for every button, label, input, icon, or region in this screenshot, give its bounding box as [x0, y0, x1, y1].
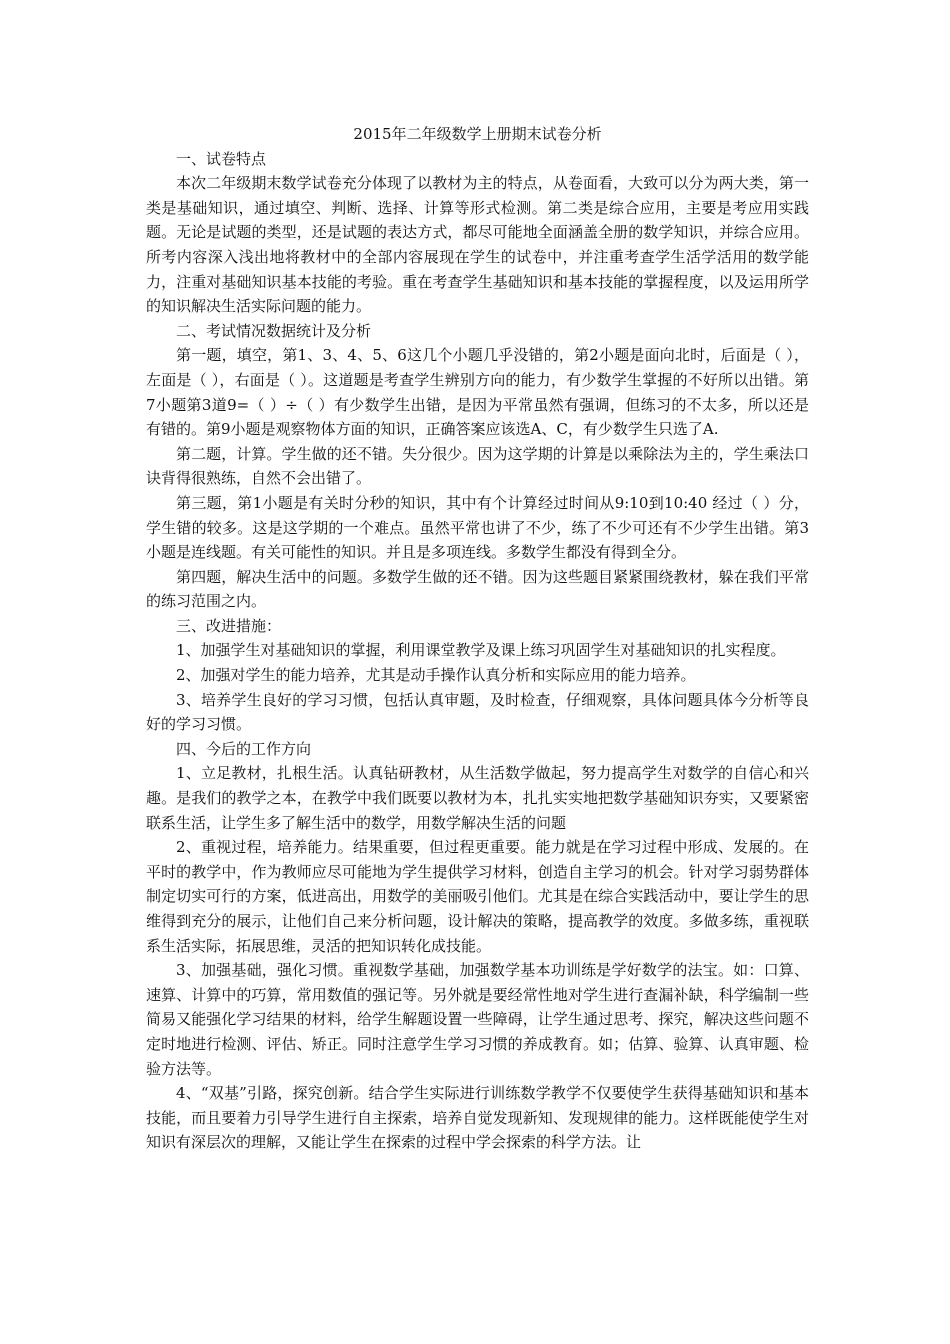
- paragraph: 本次二年级期末数学试卷充分体现了以教材为主的特点，从卷面看，大致可以分为两大类，第一类是基础知识，通过填空、判断、选择、计算等形式检测。第二类是综合应用，主要是考应用实践题。无论是试题的类型，还是试题的表达方式，都尽可能地全面涵盖全册的数学知识，并综合应用。所考内容深入浅出地将教材中的全部内容展现在学生的试卷中，并注重考查学生活学活用的数学能力，注重对基础知识基本技能的考验。重在考查学生基础知识和基本技能的掌握程度，以及运用所学的知识解决生活实际问题的能力。: [146, 174, 809, 316]
- section-heading: 二、考试情况数据统计及分析: [176, 321, 372, 340]
- paragraph: 第二题，计算。学生做的还不错。失分很少。因为这学期的计算是以乘除法为主的，学生乘法口诀背得很熟练，自然不会出错了。: [146, 444, 809, 488]
- paragraph: 3、加强基础，强化习惯。重视数学基础，加强数学基本功训练是学好数学的法宝。如：口算、速算、计算中的巧算，常用数值的强记等。另外就是要经常性地对学生进行查漏补缺，科学编制一些简易又能强化学习结果的材料，给学生解题设置一些障碍，让学生通过思考、探究，解决这些问题不定时地进行检测、评估、矫正。同时注意学生学习习惯的养成教育。如；估算、验算、认真审题、检验方法等。: [146, 961, 809, 1078]
- paragraph: 4、“双基”引路，探究创新。结合学生实际进行训练数学教学不仅要使学生获得基础知识和基本技能，而且要着力引导学生进行自主探索，培养自觉发现新知、发现规律的能力。这样既能使学生对知识有深层次的理解，又能让学生在探索的过程中学会探索的科学方法。让: [146, 1084, 809, 1152]
- section-heading: 四、今后的工作方向: [176, 739, 312, 758]
- paragraph: 第四题，解决生活中的问题。多数学生做的还不错。因为这些题目紧紧围绕教材，躲在我们平常的练习范围之内。: [146, 567, 809, 611]
- paragraph: 1、立足教材，扎根生活。认真钻研教材，从生活数学做起，努力提高学生对数学的自信心和兴趣。是我们的教学之本，在教学中我们既要以教材为本，扎扎实实地把数学基础知识夯实，又要紧密联系生活，让学生多了解生活中的数学，用数学解决生活的问题: [146, 764, 809, 832]
- paragraph: 第一题，填空，第1、3、4、5、6这几个小题几乎没错的，第2小题是面向北时，后面是（ ），左面是（ ），右面是（ ）。这道题是考查学生辨别方向的能力，有少数学生掌握的不好所以出错。第7小题第3道9=（ ）÷（ ）有少数学生出错，是因为平常虽然有强调，但练习的不太多，所以还是有错的。第9小题是观察物体方面的知识，正确答案应该选A、C，有少数学生只选了A.: [146, 346, 809, 439]
- paragraph: 第三题，第1小题是有关时分秒的知识，其中有个计算经过时间从9:10到10:40 经过（ ）分，学生错的较多。这是这学期的一个难点。虽然平常也讲了不少，练了不少可还有不少学生出错。第3小题是连线题。有关可能性的知识。并且是多项连线。多数学生都没有得到全分。: [146, 493, 809, 562]
- paragraph: 2、加强对学生的能力培养，尤其是动手操作认真分析和实际应用的能力培养。: [176, 666, 696, 685]
- paragraph: 2、重视过程，培养能力。结果重要，但过程更重要。能力就是在学习过程中形成、发展的。在平时的教学中，作为教师应尽可能地为学生提供学习材料，创造自主学习的机会。针对学习弱势群体制定切实可行的方案，低进高出，用数学的美丽吸引他们。尤其是在综合实践活动中，要让学生的思维得到充分的展示，让他们自己来分析问题，设计解决的策略，提高教学的效度。多做多练，重视联系生活实际，拓展思维，灵活的把知识转化成技能。: [146, 838, 809, 955]
- section-heading: 三、改进措施：: [176, 616, 282, 635]
- paragraph: 3、培养学生良好的学习习惯，包括认真审题，及时检查，仔细观察，具体问题具体今分析等良好的学习习惯。: [146, 690, 809, 734]
- paragraph: 1、加强学生对基础知识的掌握，利用课堂教学及课上练习巩固学生对基础知识的扎实程度。: [176, 641, 786, 660]
- document-title: 2015年二年级数学上册期末试卷分析: [353, 125, 602, 143]
- section-heading: 一、试卷特点: [176, 149, 267, 168]
